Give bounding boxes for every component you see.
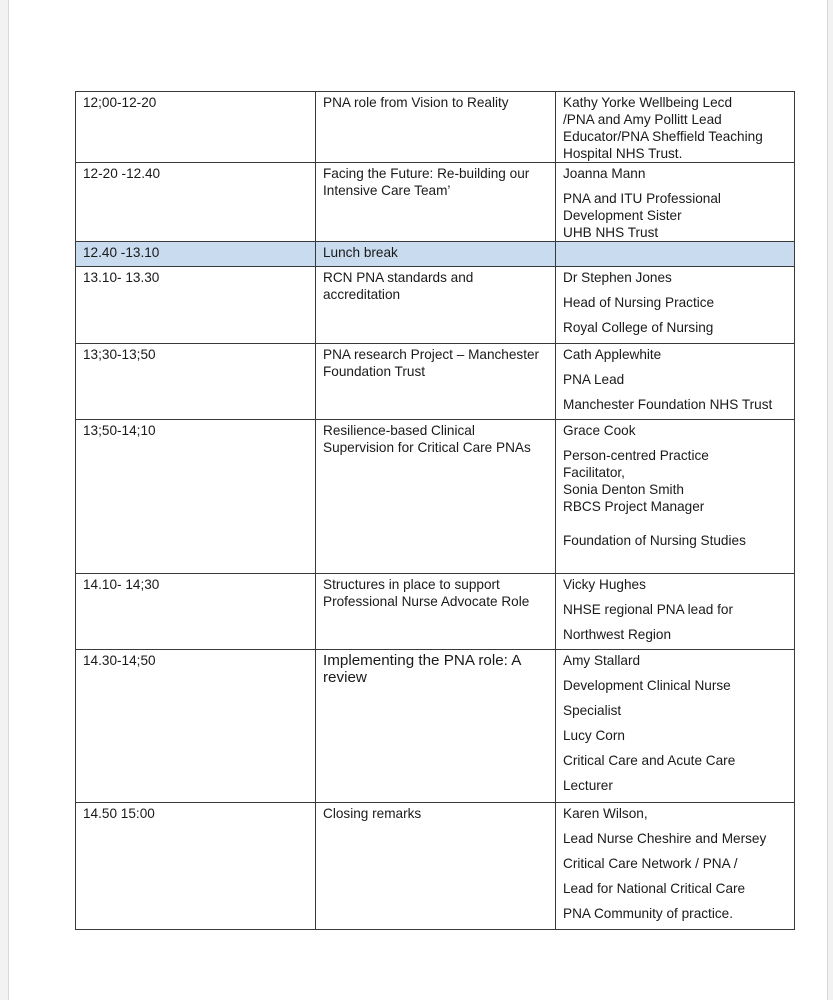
speaker-line: RBCS Project Manager bbox=[563, 499, 705, 514]
speaker-line: Grace Cook bbox=[563, 423, 636, 438]
speaker-line: Vicky Hughes bbox=[563, 577, 646, 592]
time-cell: 13;50-14;10 bbox=[76, 420, 316, 574]
speaker-line: Hospital NHS Trust. bbox=[563, 146, 683, 161]
table-row bbox=[76, 242, 795, 267]
speaker-line: Lead Nurse Cheshire and Mersey bbox=[563, 831, 767, 846]
session-title-cell: PNA role from Vision to Reality bbox=[316, 92, 556, 163]
table-row bbox=[76, 267, 795, 344]
speaker-line: Lucy Corn bbox=[563, 728, 625, 743]
speaker-cell bbox=[556, 650, 795, 803]
speaker-line: Northwest Region bbox=[563, 627, 672, 642]
table-row bbox=[76, 344, 795, 420]
speaker-cell bbox=[556, 267, 795, 344]
time-cell: 14.10- 14;30 bbox=[76, 574, 316, 650]
document-page bbox=[8, 0, 828, 1000]
table-row bbox=[76, 650, 795, 803]
speaker-line: Lecturer bbox=[563, 778, 613, 793]
session-title-cell: Closing remarks bbox=[316, 803, 556, 930]
speaker-line: Joanna Mann bbox=[563, 166, 646, 181]
speaker-line: Development Sister bbox=[563, 208, 682, 223]
speaker-line: PNA Community of practice. bbox=[563, 906, 733, 921]
speaker-cell bbox=[556, 92, 795, 163]
time-cell: 12;00-12-20 bbox=[76, 92, 316, 163]
time-cell: 14.30-14;50 bbox=[76, 650, 316, 803]
session-title-cell: Structures in place to support Professional Nurse Advocate Role bbox=[316, 574, 556, 650]
speaker-line: PNA and ITU Professional bbox=[563, 191, 721, 206]
speaker-line: Cath Applewhite bbox=[563, 347, 662, 362]
time-cell: 12.40 -13.10 bbox=[76, 242, 316, 267]
speaker-line: PNA Lead bbox=[563, 372, 625, 387]
speaker-line: Development Clinical Nurse bbox=[563, 678, 731, 693]
speaker-line: Manchester Foundation NHS Trust bbox=[563, 397, 773, 412]
speaker-cell bbox=[556, 242, 795, 267]
time-cell: 13;30-13;50 bbox=[76, 344, 316, 420]
speaker-line: Head of Nursing Practice bbox=[563, 295, 715, 310]
speaker-line: Royal College of Nursing bbox=[563, 320, 714, 335]
speaker-line: Lead for National Critical Care bbox=[563, 881, 746, 896]
speaker-line: Specialist bbox=[563, 703, 622, 718]
speaker-line: Educator/PNA Sheffield Teaching bbox=[563, 129, 763, 144]
session-title-cell: Resilience-based Clinical Supervision for Critical Care PNAs bbox=[316, 420, 556, 574]
speaker-line: Foundation of Nursing Studies bbox=[563, 533, 746, 548]
speaker-line: Amy Stallard bbox=[563, 653, 641, 668]
speaker-line: Kathy Yorke Wellbeing Lecd bbox=[563, 95, 733, 110]
session-title-cell: RCN PNA standards and accreditation bbox=[316, 267, 556, 344]
session-title-cell: Facing the Future: Re-building our Intensive Care Team’ bbox=[316, 163, 556, 242]
speaker-line: Facilitator, bbox=[563, 465, 625, 480]
speaker-cell bbox=[556, 344, 795, 420]
table-row bbox=[76, 420, 795, 574]
table-row bbox=[76, 574, 795, 650]
speaker-line: /PNA and Amy Pollitt Lead bbox=[563, 112, 722, 127]
speaker-line: UHB NHS Trust bbox=[563, 225, 659, 240]
speaker-line: Dr Stephen Jones bbox=[563, 270, 672, 285]
speaker-cell bbox=[556, 574, 795, 650]
speaker-line: NHSE regional PNA lead for bbox=[563, 602, 734, 617]
time-cell: 12-20 -12.40 bbox=[76, 163, 316, 242]
speaker-line: Critical Care Network / PNA / bbox=[563, 856, 738, 871]
time-cell: 13.10- 13.30 bbox=[76, 267, 316, 344]
table-row bbox=[76, 803, 795, 930]
speaker-cell bbox=[556, 163, 795, 242]
speaker-cell bbox=[556, 420, 795, 574]
speaker-line: Critical Care and Acute Care bbox=[563, 753, 736, 768]
table-row bbox=[76, 92, 795, 163]
table-row bbox=[76, 163, 795, 242]
speaker-cell bbox=[556, 803, 795, 930]
session-title-cell: PNA research Project – Manchester Foundation Trust bbox=[316, 344, 556, 420]
session-title-cell: Implementing the PNA role: A review bbox=[316, 650, 556, 803]
agenda-table bbox=[75, 91, 795, 930]
time-cell: 14.50 15:00 bbox=[76, 803, 316, 930]
speaker-line: Karen Wilson, bbox=[563, 806, 648, 821]
speaker-line: Person-centred Practice bbox=[563, 448, 709, 463]
speaker-line: Sonia Denton Smith bbox=[563, 482, 684, 497]
session-title-cell: Lunch break bbox=[316, 242, 556, 267]
